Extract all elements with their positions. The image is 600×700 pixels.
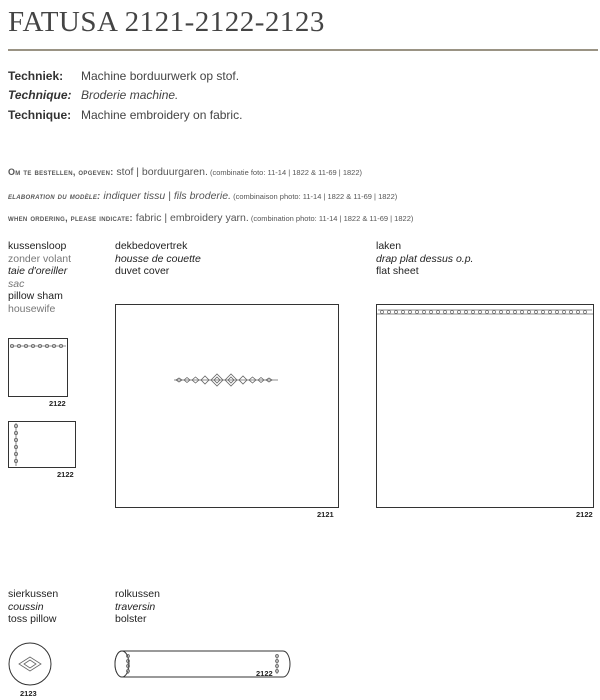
label-fr: drap plat dessus o.p.	[376, 252, 474, 265]
technique-label: Technique:	[8, 108, 72, 122]
technique-value: Machine embroidery on fabric.	[81, 108, 243, 122]
label-nl: sierkussen	[8, 588, 59, 600]
label-en-sub: housewife	[8, 302, 56, 315]
ordering-value: fabric | embroidery yarn.	[132, 212, 249, 224]
label-fr: housse de couette	[115, 252, 201, 265]
label-en: flat sheet	[376, 265, 419, 277]
ordering-combination: (combinaison photo: 11-14 | 1822 & 11-69 | 1822)	[231, 192, 398, 201]
label-nl: kussensloop	[8, 240, 67, 252]
label-fr: coussin	[8, 600, 44, 613]
ordering-key: when ordering, please indicate:	[8, 213, 133, 223]
label-en: pillow sham	[8, 290, 63, 302]
label-en: bolster	[115, 613, 147, 625]
ordering-value: stof | borduurgaren.	[113, 166, 208, 178]
flat-sheet-code: 2122	[576, 510, 593, 519]
toss-pillow-code: 2123	[20, 689, 37, 698]
label-fr: traversin	[115, 600, 156, 613]
pillow-sham-code: 2122	[49, 399, 66, 408]
ordering-value: indiquer tissu | fils broderie.	[100, 190, 232, 202]
technique-value: Machine borduurwerk op stof.	[81, 69, 240, 83]
technique-value: Broderie machine.	[81, 88, 179, 102]
label-nl: dekbedovertrek	[115, 240, 188, 252]
label-fr-sub: sac	[8, 277, 25, 290]
technique-label: Technique:	[8, 88, 72, 102]
label-nl: rolkussen	[115, 588, 160, 600]
duvet-cover-code: 2121	[317, 510, 334, 519]
label-nl-sub: zonder volant	[8, 252, 72, 265]
technique-label: Techniek:	[8, 69, 64, 83]
ordering-combination: (combination photo: 11-14 | 1822 & 11-69 | 1822)	[248, 214, 414, 223]
label-nl: laken	[376, 240, 402, 252]
pillow-sham-alt-code: 2122	[57, 470, 74, 479]
label-en: toss pillow	[8, 613, 57, 625]
ordering-key: elaboration du modèle:	[8, 191, 101, 201]
label-fr: taie d'oreiller	[8, 265, 68, 277]
ordering-key: Om te bestellen, opgeven:	[8, 167, 114, 177]
page-title: FATUSA 2121-2122-2123	[8, 6, 325, 38]
label-en: duvet cover	[115, 265, 170, 277]
ordering-combination: (combinatie foto: 11-14 | 1822 & 11-69 | 1822)	[207, 168, 363, 177]
bolster-code: 2122	[256, 669, 273, 678]
